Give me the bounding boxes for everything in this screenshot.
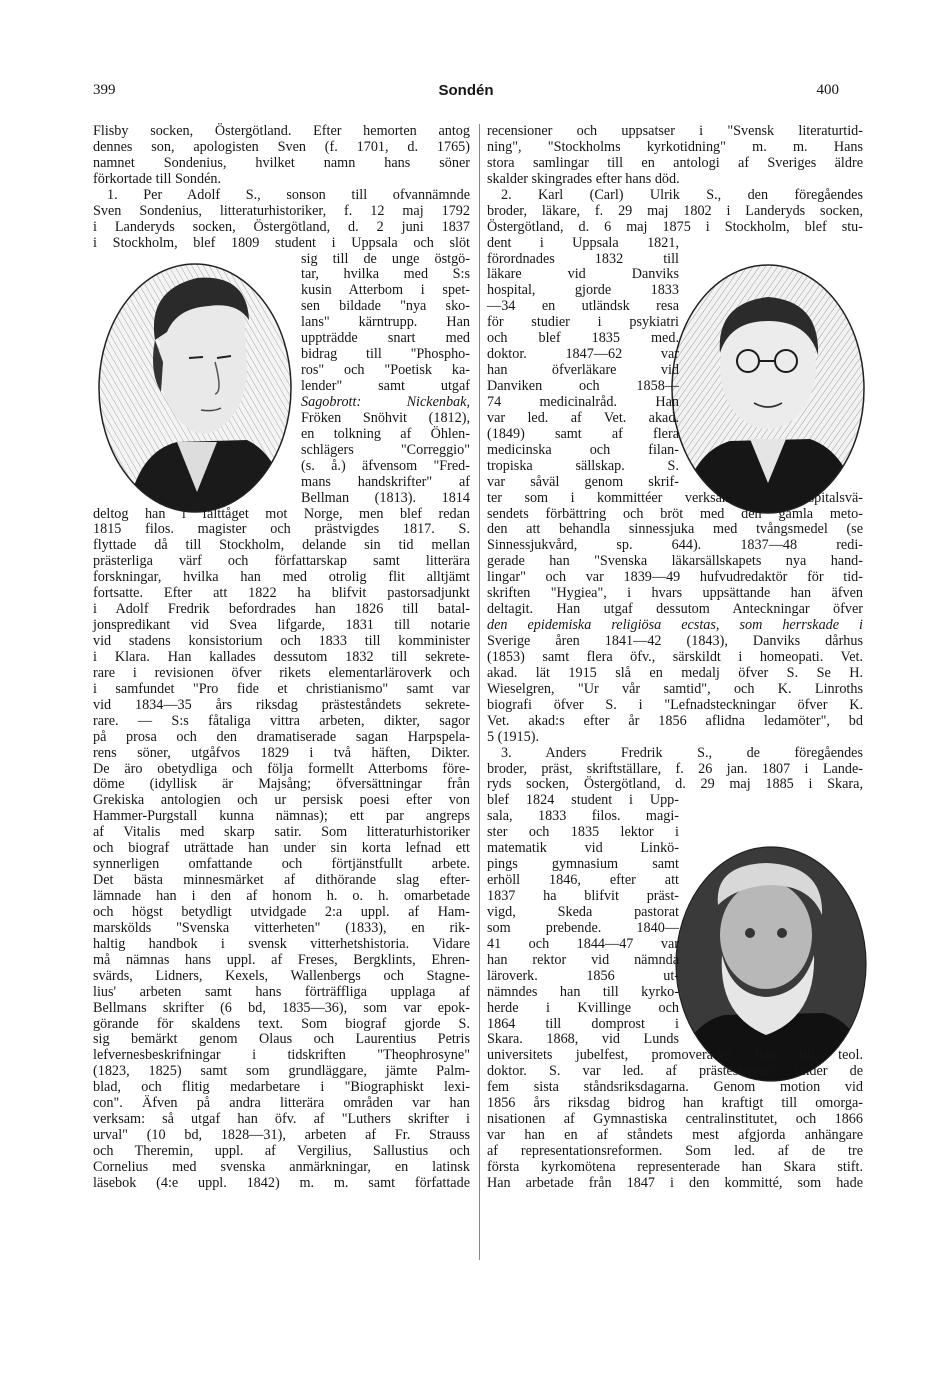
- text-line: skalder skingrades efter hans död.: [487, 170, 680, 187]
- text-line: läroverk. 1856 ut-: [487, 967, 679, 984]
- text-line: ster och 1835 lektor i: [487, 824, 679, 841]
- text-line: dennes son, apologisten Sven (f. 1701, d. 1765): [93, 138, 470, 155]
- text-line: lender" samt utgaf: [301, 378, 470, 394]
- text-line: fem sista ståndsriksdagarna. Genom motion vid: [487, 1079, 863, 1096]
- text-line: medicinska och filan-: [487, 441, 679, 458]
- text-line: 1864 till domprost i: [487, 1015, 679, 1032]
- page-header: [93, 82, 839, 104]
- text-line: gerade han "Svenska läkarsällskapets nya hand-: [487, 553, 863, 570]
- text-line: verksam: så utgaf han öfv. af "Luthers skrifter i: [93, 1111, 470, 1128]
- text-line: Han arbetade från 1847 i den kommitté, som hade: [487, 1174, 863, 1191]
- text-line: förkortade till Sondén.: [93, 170, 222, 187]
- text-line: bidrag till "Phospho-: [301, 346, 470, 363]
- text-line: 1837 ha blifvit präst-: [487, 888, 679, 904]
- text-line: af Vitalis med skarp satir. Som litteraturhistoriker: [93, 824, 470, 841]
- text-line: för studier i psykiatri: [487, 314, 679, 331]
- text-line: lingar" och var 1839—49 hufvudredaktör för tid-: [487, 569, 863, 586]
- text-line: 41 och 1844—47 var: [487, 935, 679, 952]
- text-line: mans handskrifter" af: [301, 473, 470, 490]
- text-line: fortsatte. Efter att 1822 ha blifvit pastorsadjunkt: [93, 585, 470, 602]
- text-line: prästerliga värf och författarskap samt litterära: [93, 553, 470, 570]
- text-line: som prebende. 1840—: [487, 919, 679, 936]
- left-page-number: 399: [93, 82, 116, 98]
- text-line: —34 en utländsk resa: [487, 298, 679, 315]
- text-line: läkare vid Danviks: [487, 266, 679, 283]
- text-line: broder, läkare, f. 29 maj 1802 i Landeryds socken,: [487, 202, 863, 219]
- text-line: 2. Karl (Carl) Ulrik S., den föregåendes: [501, 186, 863, 203]
- text-line: Flisby socken, Östergötland. Efter hemorten antog: [93, 123, 470, 139]
- text-line: i Landeryds socken, Östergötland, d. 2 juni 1837: [93, 218, 470, 235]
- text-line: herde i Kvillinge och: [487, 999, 679, 1016]
- text-line: (1853) samt flera öfv., särskildt i homeopati. Vet.: [487, 648, 863, 665]
- text-line: Sven Sondenius, litteraturhistoriker, f. 12 maj 1792: [93, 202, 470, 219]
- text-line: deltog han i fälttåget mot Norge, men blef redan: [93, 505, 470, 522]
- text-line: han rektor vid nämnda: [487, 951, 679, 968]
- text-line: svärds, Lidners, Kexels, Wallenbergs och Stagne-: [93, 967, 470, 984]
- text-line: haltig handbok i svensk vitterhetshistoria. Vidare: [93, 935, 470, 952]
- text-line: han öfverläkare vid: [487, 362, 679, 379]
- text-line: en tolkning af Öhlen-: [301, 425, 470, 442]
- text-line: sen bildade "nya sko-: [301, 298, 470, 315]
- text-line: doktor. S. var led. af prästeståndet under de: [487, 1063, 863, 1080]
- text-line: Sinnessjukvård, sp. 644). 1837—48 redi-: [487, 537, 863, 554]
- text-line: namnet Sondenius, hvilket namn hans söner: [93, 154, 470, 171]
- text-line: (1849) samt af flera: [487, 425, 679, 442]
- text-line: den epidemiska religiösa ecstas, som herrskade i: [487, 617, 863, 634]
- text-line: (s. å.) äfvensom "Fred-: [301, 457, 470, 474]
- text-line: schlägers "Correggio": [301, 441, 470, 458]
- text-line: sig bemärkt genom Olaus och Laurentius Petris: [93, 1031, 470, 1048]
- right-text-column: [487, 124, 863, 1192]
- text-line: Danviken och 1858—: [487, 378, 679, 394]
- text-line: erhöll 1846, efter att: [487, 872, 679, 889]
- text-line: Det bästa minnesmärket af dithörande slag efter-: [93, 872, 470, 889]
- text-line: i samfundet "Pro fide et christianismo" samt var: [93, 680, 470, 697]
- running-head-title: Sondén: [438, 82, 494, 99]
- text-line: förordnades 1832 till: [487, 250, 679, 267]
- text-line: Vet. akad:s efter år 1856 aflidna ledamöter", bd: [487, 712, 863, 729]
- text-line: Östergötland, d. 6 maj 1875 i Stockholm, blef stu-: [487, 218, 863, 235]
- text-line: jonspredikant vid Svea lifgarde, 1831 till notarie: [93, 617, 470, 634]
- text-line: och högst betydligt utvidgade 2:a uppl. af Ham-: [93, 903, 470, 920]
- text-line: var såväl genom skrif-: [487, 473, 679, 490]
- text-line: tropiska sällskap. S.: [487, 457, 679, 474]
- text-line: ryds socken, Östergötland, d. 29 maj 1885 i Skara,: [487, 776, 863, 793]
- text-line: nisationen af Gymnastiska centralinstitutet, och 1866: [487, 1111, 863, 1128]
- text-line: sendets förbättring och bröt med den gamla meto-: [487, 505, 863, 522]
- column-divider: [479, 124, 480, 1260]
- text-line: blad, och flitig medarbetare i "Biographiskt lexi-: [93, 1079, 470, 1096]
- text-line: lius' arbeten samt hans förträffliga upplaga af: [93, 983, 470, 1000]
- text-line: Wieselgren, "Ur vår samtid", och K. Linroths: [487, 680, 863, 697]
- text-line: 3. Anders Fredrik S., de föregåendes: [501, 744, 863, 761]
- text-line: Fröken Snöhvit (1812),: [301, 409, 470, 426]
- text-line: blef 1824 student i Upp-: [487, 792, 679, 809]
- text-line: af representationsreformen. Som led. af de tre: [487, 1143, 863, 1159]
- text-line: marskölds "Svenska vitterheten" (1833), en rik-: [93, 919, 470, 936]
- text-line: dent i Uppsala 1821,: [487, 234, 679, 251]
- text-line: var han en af ståndets mest afgjorda anhängare: [487, 1127, 863, 1144]
- text-line: och blef 1835 med.: [487, 330, 679, 347]
- text-line: deltagit. Han utgaf dessutom Anteckningar öfver: [487, 601, 863, 618]
- text-line: nämndes han till kyrko-: [487, 983, 679, 1000]
- text-line: lefvernesbeskrifningar i tidskriften "Theophrosyne": [93, 1047, 470, 1064]
- text-line: doktor. 1847—62 var: [487, 346, 679, 363]
- text-line: och biograf uträttade han under sin korta lefnad ett: [93, 840, 470, 857]
- text-line: vid 1834—35 års riksdag prästeståndets sekrete-: [93, 696, 470, 713]
- text-line: universitets jubelfest, promoverades han till teol.: [487, 1047, 863, 1064]
- text-line: (1823, 1825) samt som grundläggare, jämte Palm-: [93, 1063, 470, 1080]
- text-line: 1. Per Adolf S., sonson till ofvannämnde: [107, 186, 470, 203]
- text-line: lans" kärntrupp. Han: [301, 314, 470, 331]
- text-line: sig till de unge östgö-: [301, 250, 470, 267]
- text-line: 1815 filos. magister och prästvigdes 1817. S.: [93, 521, 470, 538]
- text-line: uppträdde snart med: [301, 330, 470, 347]
- right-page-number: 400: [816, 82, 839, 98]
- text-line: Bellmans skrifter (6 bd, 1835—36), som var epok-: [93, 999, 470, 1016]
- text-line: urval" (10 bd, 1828—31), arbeten af Fr. Strauss: [93, 1127, 470, 1144]
- text-line: på prosa och den dramatiserade sagan Harpspela-: [93, 728, 470, 745]
- text-line: sala, 1833 filos. magi-: [487, 808, 679, 825]
- text-line: tar, hvilka med S:s: [301, 266, 470, 283]
- text-line: Bellman (1813). 1814: [301, 489, 470, 506]
- text-line: Hammer-Purgstall kunna nämnas); ett par angreps: [93, 808, 470, 825]
- text-line: Sagobrott: Nickenbak,: [301, 393, 470, 410]
- text-line: vid stadens konsistorium och 1833 till komminister: [93, 633, 470, 649]
- text-line: biografi öfver S. i "Lefnadsteckningar öfver K.: [487, 696, 863, 713]
- text-line: stora samlingar till en antologi af Sveriges äldre: [487, 154, 863, 171]
- text-line: rare i revisionen öfver rikets elementarläroverk och: [93, 664, 470, 681]
- text-line: flyttade då till Stockholm, delande sin tid mellan: [93, 537, 470, 554]
- text-line: rens söner, utgåfvos 1829 i två häften, Dikter.: [93, 744, 470, 761]
- text-line: görande för skaldens text. Som biograf gjorde S.: [93, 1015, 470, 1032]
- text-line: i Adolf Fredrik befordrades han 1826 till batal-: [93, 601, 470, 618]
- text-line: Cornelius med svenska anmärkningar, en latinsk: [93, 1158, 470, 1175]
- text-line: 74 medicinalråd. Han: [487, 393, 679, 410]
- text-line: rare. — S:s fåtaliga vittra arbeten, dikter, sagor: [93, 712, 470, 729]
- text-line: broder, präst, skriftställare, f. 26 jan. 1807 i Lande-: [487, 760, 863, 777]
- text-line: Sverige åren 1841—42 (1843), Danviks dårhus: [487, 633, 863, 649]
- text-line: i Stockholm, blef 1809 student i Uppsala och slöt: [93, 234, 470, 251]
- text-line: con". Äfven på andra litterära områden var han: [93, 1095, 470, 1112]
- text-line: lämnade han i den af honom h. o. h. omarbetade: [93, 888, 470, 904]
- text-line: den att behandla sinnessjuka med tvångsmedel (se: [487, 521, 863, 538]
- text-line: hospital, gjorde 1833: [487, 282, 679, 299]
- left-text-column: [93, 124, 470, 1192]
- text-line: matematik vid Linkö-: [487, 840, 679, 857]
- text-line: ros" och "Poetisk ka-: [301, 362, 470, 379]
- text-line: forskningar, hvilka han med otrolig flit alltjämt: [93, 569, 470, 586]
- text-line: pings gymnasium samt: [487, 856, 679, 873]
- text-line: Skara. 1868, vid Lunds: [487, 1031, 679, 1048]
- text-line: kusin Atterbom i spet-: [301, 282, 470, 299]
- text-line: i Klara. Han kallades dessutom 1832 till sekrete-: [93, 648, 470, 665]
- text-line: synnerligen omfattande och förtjänstfullt arbete.: [93, 856, 470, 873]
- text-line: Grekiska antologien och ur persisk poesi efter von: [93, 792, 470, 809]
- text-line: recensioner och uppsatser i "Svensk literaturtid-: [487, 123, 863, 139]
- text-line: må nämnas hans uppl. af Freses, Bergklints, Ehren-: [93, 951, 470, 968]
- text-line: vigd, Skeda pastorat: [487, 903, 679, 920]
- text-line: 1856 års riksdag bidrog han kraftigt till omorga-: [487, 1095, 863, 1112]
- text-line: ter som i kommittéer verksam för hospitalsvä-: [487, 489, 863, 506]
- text-line: De äro obetydliga och följa formellt Atterboms före-: [93, 760, 470, 777]
- text-line: ning", "Stockholms kyrkotidning" m. m. Hans: [487, 138, 863, 155]
- text-line: och Theremin, uppl. af Vergilius, Sallustius och: [93, 1143, 470, 1159]
- text-line: döme (idyllisk är Majsång; öfversättningar från: [93, 776, 470, 793]
- text-line: 5 (1915).: [487, 728, 540, 745]
- text-line: var led. af Vet. akad.: [487, 409, 679, 426]
- text-line: första kyrkomötena representerade han Skara stift.: [487, 1158, 863, 1175]
- text-line: skriften "Hygiea", i hvars uppsättande han äfven: [487, 585, 863, 602]
- text-line: akad. lät 1915 slå en medalj öfver S. Se H.: [487, 664, 863, 681]
- text-line: läsebok (4:e uppl. 1842) m. m. samt författade: [93, 1174, 470, 1191]
